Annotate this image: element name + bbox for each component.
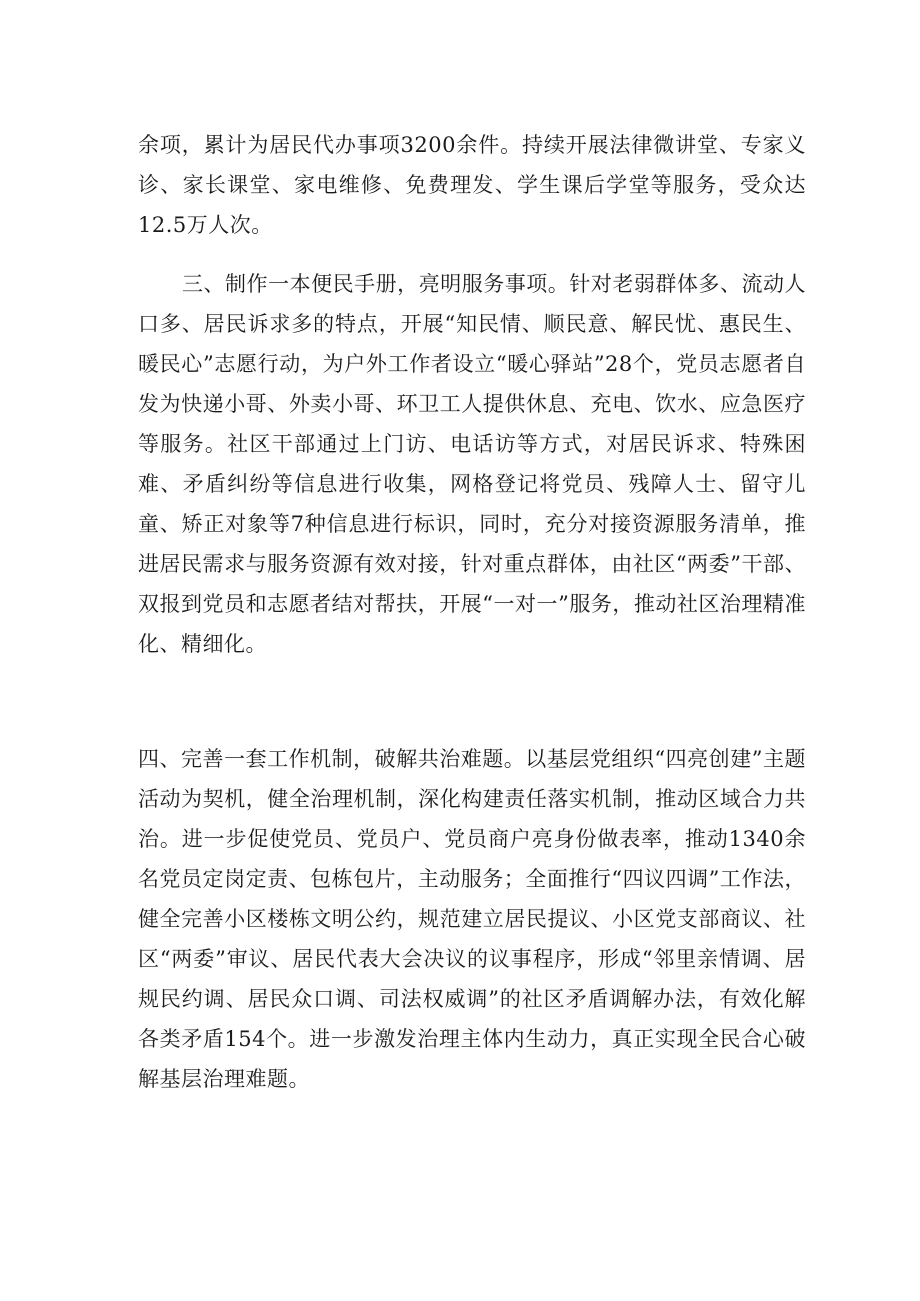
paragraph-convenience-handbook: 三、制作一本便民手册，亮明服务事项。针对老弱群体多、流动人口多、居民诉求多的特点，开展“知民情、顺民意、解民忧、惠民生、暖民心”志愿行动，为户外工作者设立“暖心驿站”28个，党员志愿者自发为快递小哥、外卖小哥、环卫工人提供休息、充电、饮水、应急医疗等服务。社区干部通过上门访、电话访等方式，对居民诉求、特殊困难、矛盾纠纷等信息进行收集，网格登记将党员、残障人士、留守儿童、矫正对象等7种信息进行标识，同时，充分对接资源服务清单，推进居民需求与服务资源有效对接，针对重点群体，由社区“两委”干部、双报到党员和志愿者结对帮扶，开展“一对一”服务，推动社区治理精准化、精细化。 [138,272,806,656]
paragraph-work-mechanism: 四、完善一套工作机制，破解共治难题。以基层党组织“四亮创建”主题活动为契机，健全治理机制，深化构建责任落实机制，推动区域合力共治。进一步促使党员、党员户、党员商户亮身份做表率，推动1340余名党员定岗定责、包栋包片，主动服务；全面推行“四议四调”工作法，健全完善小区楼栋文明公约，规范建立居民提议、小区党支部商议、社区“两委”审议、居民代表大会决议的议事程序，形成“邻里亲情调、居规民约调、居民众口调、司法权威调”的社区矛盾调解办法，有效化解各类矛盾154个。进一步激发治理主体内生动力，真正实现全民合心破解基层治理难题。 [138,747,806,1091]
paragraph-service-results: 余项，累计为居民代办事项3200余件。持续开展法律微讲堂、专家义诊、家长课堂、家电维修、免费理发、学生课后学堂等服务，受众达12.5万人次。 [138,133,806,237]
